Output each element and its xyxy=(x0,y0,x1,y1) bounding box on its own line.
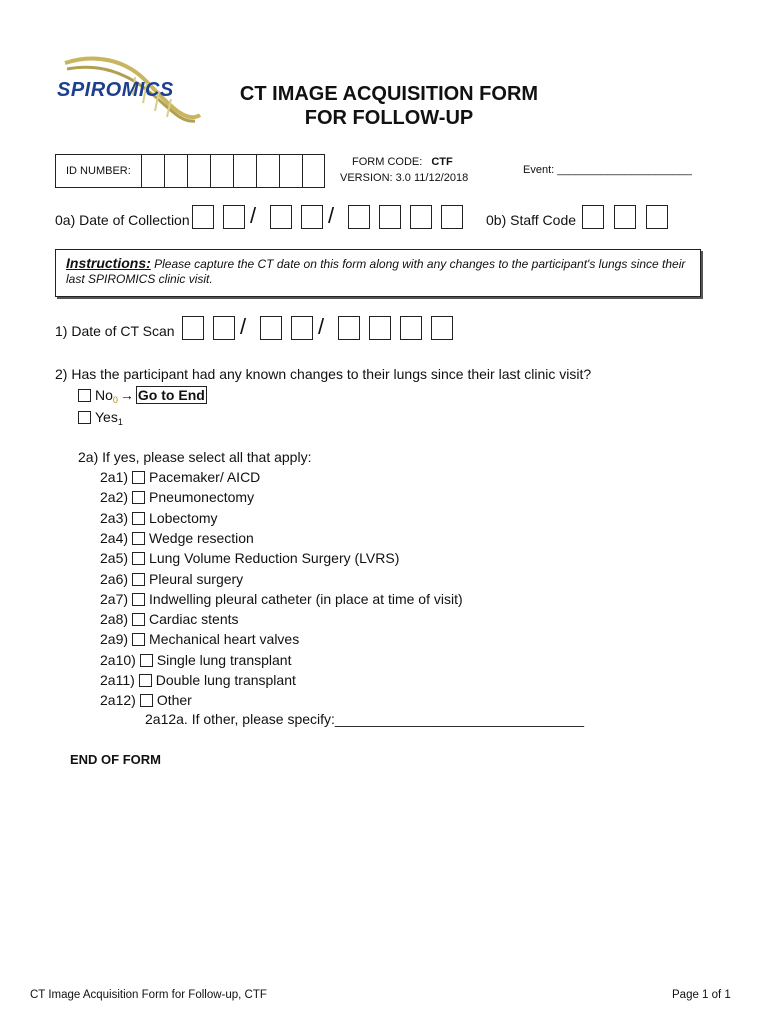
staff-code-box[interactable] xyxy=(614,205,636,229)
option-label: Wedge resection xyxy=(149,529,254,546)
collection-date-digit-box[interactable] xyxy=(441,205,463,229)
option-2a8[interactable] xyxy=(100,611,239,627)
option-number: 2a5) xyxy=(100,550,129,567)
staff-code-field[interactable] xyxy=(582,205,672,229)
form-code xyxy=(352,156,453,168)
option-2a12[interactable] xyxy=(100,692,192,708)
yes-code: 1 xyxy=(117,417,123,427)
option-number: 2a10) xyxy=(100,651,136,668)
option-label: Pacemaker/ AICD xyxy=(149,469,261,485)
collection-date-slash: / xyxy=(328,203,335,228)
instructions-heading: Instructions: xyxy=(66,255,151,271)
ct-scan-date-slash: / xyxy=(318,314,325,339)
option-yes[interactable] xyxy=(78,409,123,427)
staff-code-box[interactable] xyxy=(646,205,668,229)
date-of-ct-scan-label: 1) Date of CT Scan xyxy=(55,323,175,339)
option-label: Lobectomy xyxy=(149,509,218,526)
staff-code-box[interactable] xyxy=(582,205,604,229)
option-checkbox[interactable] xyxy=(132,633,145,646)
option-number: 2a7) xyxy=(100,590,129,607)
event-field[interactable]: Event: ______________________ xyxy=(523,164,692,176)
id-number-cell[interactable] xyxy=(279,155,302,187)
yes-checkbox[interactable] xyxy=(78,411,91,424)
option-label: Pleural surgery xyxy=(149,570,244,587)
id-number-label: ID NUMBER: xyxy=(66,165,131,177)
option-checkbox[interactable] xyxy=(132,613,145,626)
option-checkbox[interactable] xyxy=(132,552,145,565)
option-label: Indwelling pleural catheter (in place at time of visit) xyxy=(149,590,463,607)
spiromics-logo xyxy=(55,55,205,125)
no-label: No xyxy=(95,387,113,403)
ct-scan-date-slash: / xyxy=(240,314,247,339)
footer-left: CT Image Acquisition Form for Follow-up, CTF xyxy=(30,989,267,1001)
collection-date-digit-box[interactable] xyxy=(192,205,214,229)
option-2a1[interactable] xyxy=(100,469,260,485)
option-number: 2a6) xyxy=(100,570,129,587)
option-label: Other xyxy=(156,692,192,709)
option-no[interactable] xyxy=(78,387,207,405)
collection-date-slash: / xyxy=(250,203,257,228)
title-line-2: FOR FOLLOW-UP xyxy=(304,107,474,129)
form-version: VERSION: 3.0 11/12/2018 xyxy=(340,172,469,184)
date-of-collection-field[interactable] xyxy=(192,205,472,229)
title-line-1: CT IMAGE ACQUISITION FORM xyxy=(239,83,539,105)
option-2a11[interactable] xyxy=(100,672,296,688)
instructions-text: Please capture the CT date on this form along with any changes to the participant's lungs since their last SPIROMICS clinic visit. xyxy=(66,257,686,286)
go-to-end-label: Go to End xyxy=(137,387,205,403)
id-number-cell[interactable] xyxy=(210,155,233,187)
id-number-cell[interactable] xyxy=(164,155,187,187)
option-number: 2a4) xyxy=(100,529,129,546)
end-of-form: END OF FORM xyxy=(70,752,161,767)
arrow-right-icon: → xyxy=(119,387,134,403)
instructions-text-block xyxy=(66,256,694,287)
id-number-cell[interactable] xyxy=(141,155,164,187)
option-2a6[interactable] xyxy=(100,571,243,587)
option-2a2[interactable] xyxy=(100,489,254,505)
staff-code-label: 0b) Staff Code xyxy=(486,212,577,228)
option-label: Double lung transplant xyxy=(155,672,296,688)
id-number-cell[interactable] xyxy=(233,155,256,187)
collection-date-digit-box[interactable] xyxy=(301,205,323,229)
option-label: Cardiac stents xyxy=(149,611,239,628)
option-number: 2a12) xyxy=(100,692,136,709)
id-number-cell[interactable] xyxy=(256,155,279,187)
question-2-text: 2) Has the participant had any known changes to their lungs since their last clinic visit? xyxy=(55,366,592,382)
option-checkbox[interactable] xyxy=(132,471,145,484)
date-of-collection-label: 0a) Date of Collection xyxy=(55,212,190,228)
option-2a5[interactable] xyxy=(100,550,399,566)
logo-text: SPIROMICS xyxy=(57,79,174,101)
footer-right: Page 1 of 1 xyxy=(672,989,731,1001)
date-of-ct-scan-field[interactable] xyxy=(182,316,462,340)
option-label: Lung Volume Reduction Surgery (LVRS) xyxy=(149,550,400,567)
id-number-field[interactable] xyxy=(55,154,325,188)
no-checkbox[interactable] xyxy=(78,389,91,402)
option-2a7[interactable] xyxy=(100,591,463,607)
other-specify-field[interactable]: 2a12a. If other, please specify:________________________________ xyxy=(145,711,585,727)
option-checkbox[interactable] xyxy=(132,573,145,586)
option-number: 2a9) xyxy=(100,631,129,648)
form-code-label: FORM CODE: xyxy=(352,156,423,168)
ct-scan-date-digit-box[interactable] xyxy=(400,316,422,340)
option-checkbox[interactable] xyxy=(132,593,145,606)
collection-date-digit-box[interactable] xyxy=(379,205,401,229)
ct-scan-date-digit-box[interactable] xyxy=(291,316,313,340)
option-checkbox[interactable] xyxy=(132,512,145,525)
ct-scan-date-digit-box[interactable] xyxy=(182,316,204,340)
option-number: 2a3) xyxy=(100,509,129,526)
ct-scan-date-digit-box[interactable] xyxy=(338,316,360,340)
question-2a-list xyxy=(100,469,600,714)
option-label: Mechanical heart valves xyxy=(149,631,300,648)
no-code: 0 xyxy=(112,395,118,405)
collection-date-digit-box[interactable] xyxy=(348,205,370,229)
option-2a9[interactable] xyxy=(100,631,299,647)
id-number-cell[interactable] xyxy=(187,155,210,187)
collection-date-digit-box[interactable] xyxy=(270,205,292,229)
option-checkbox[interactable] xyxy=(132,491,145,504)
option-checkbox[interactable] xyxy=(139,674,152,687)
yes-label: Yes xyxy=(95,409,118,425)
option-checkbox[interactable] xyxy=(140,694,153,707)
ct-scan-date-digit-box[interactable] xyxy=(213,316,235,340)
question-2a-intro: 2a) If yes, please select all that apply: xyxy=(78,449,312,465)
collection-date-digit-box[interactable] xyxy=(223,205,245,229)
option-2a3[interactable] xyxy=(100,510,218,526)
option-checkbox[interactable] xyxy=(132,532,145,545)
option-label: Pneumonectomy xyxy=(149,489,255,506)
option-number: 2a11) xyxy=(100,672,135,688)
ct-scan-date-digit-box[interactable] xyxy=(369,316,391,340)
option-label: Single lung transplant xyxy=(156,651,292,668)
option-2a4[interactable] xyxy=(100,530,254,546)
ct-scan-date-digit-box[interactable] xyxy=(431,316,453,340)
option-number: 2a2) xyxy=(100,489,129,506)
option-number: 2a8) xyxy=(100,611,129,628)
ct-scan-date-digit-box[interactable] xyxy=(260,316,282,340)
option-2a10[interactable] xyxy=(100,652,291,668)
id-number-cell[interactable] xyxy=(302,155,325,187)
option-checkbox[interactable] xyxy=(140,654,153,667)
option-number: 2a1) xyxy=(100,469,129,485)
form-code-value: CTF xyxy=(431,156,453,168)
instructions-box xyxy=(55,249,701,297)
collection-date-digit-box[interactable] xyxy=(410,205,432,229)
form-title xyxy=(239,82,539,130)
